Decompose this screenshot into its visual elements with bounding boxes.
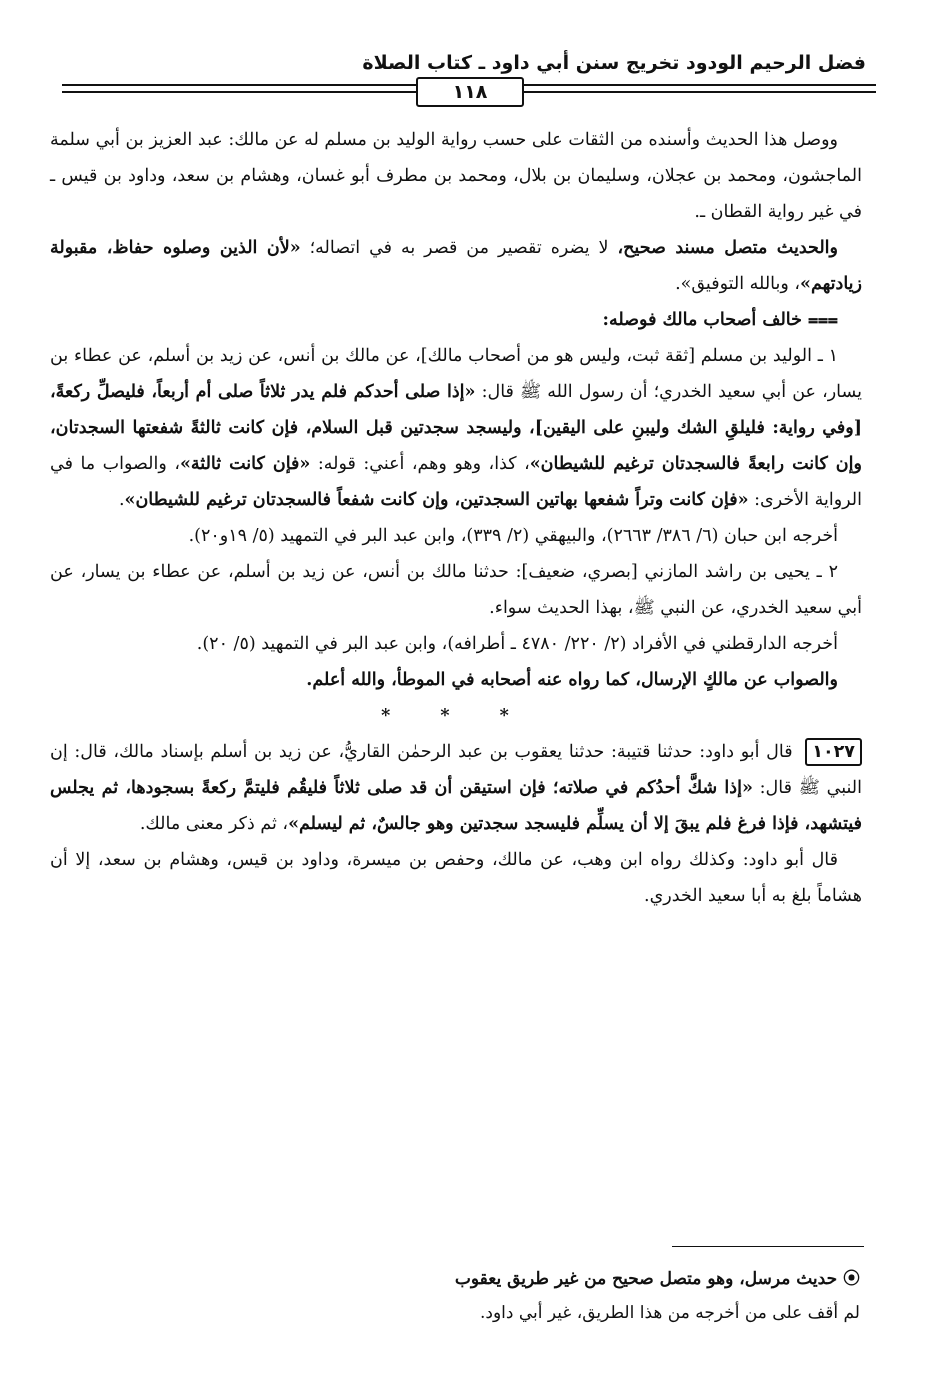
paragraph: والصواب عن مالكٍ الإرسال، كما رواه عنه أصحابه في الموطأ، والله أعلم. — [306, 670, 838, 690]
paragraph: أخرجه الدارقطني في الأفراد (٢/ ٢٢٠/ ٤٧٨٠ ـ أطرافه)، وابن عبد البر في التمهيد (٥/ ٢٠). — [196, 634, 838, 654]
hadith-number: ١٠٢٧ — [805, 738, 862, 766]
paragraph: والحديث متصل مسند صحيح، لا يضره تقصير من قصر به في اتصاله؛ «لأن الذين وصلوه حفاظ، مقبولة زيادتهم»، وبالله التوفيق». — [50, 238, 862, 294]
footnote-text: لم أقف على من أخرجه من هذا الطريق، غير أبي داود. — [480, 1303, 860, 1323]
footnote-heading: ⦿ حديث مرسل، وهو متصل صحيح من غير طريق يعقوب — [454, 1269, 860, 1289]
page-number: ١١٨ — [416, 77, 524, 107]
paragraph: ١٠٢٧ قال أبو داود: حدثنا قتيبة: حدثنا يعقوب بن عبد الرحمٰن القاريُّ، عن زيد بن أسلم بإسناد مالك، قال: إن النبي ﷺ قال: «إذا شكَّ أحدُكم في صلاته؛ فإن استيقن أن قد صلى ثلاثاً فليقُم فليتمَّ ركعةً بسجودها، ثم يجلس فيتشهد، فإذا فرغ فلم يبقَ إلا أن يسلِّم فليسجد سجدتين وهو جالسٌ، ثم ليسلم»، ثم ذكر معنى مالك. — [50, 734, 862, 842]
paragraph: أخرجه ابن حبان (٦/ ٣٨٦/ ٢٦٦٣)، والبيهقي (٢/ ٣٣٩)، وابن عبد البر في التمهيد (٥/ ١٩و٢٠). — [188, 526, 838, 546]
paragraph: ١ ـ الوليد بن مسلم [ثقة ثبت، وليس هو من أصحاب مالك]، عن مالك بن أنس، عن زيد بن أسلم، عن عطاء بن يسار، عن أبي سعيد الخدري؛ أن رسول الله ﷺ قال: «إذا صلى أحدكم فلم يدر ثلاثاً صلى أم أربعاً، فليصلِّ ركعةً، [وفي رواية: فليلقِ الشك وليبنِ على اليقين]، وليسجد سجدتين قبل السلام، فإن كانت ثالثةً شفعتها السجدتان، وإن كانت رابعةً فالسجدتان ترغيم للشيطان»، كذا، وهو وهم، أعني: قوله: «فإن كانت ثالثة»، والصواب ما في الرواية الأخرى: «فإن كانت وتراً شفعها بهاتين السجدتين، وإن كانت شفعاً فالسجدتان ترغيم للشيطان». — [50, 346, 862, 510]
footnote — [300, 1262, 860, 1330]
paragraph: قال أبو داود: وكذلك رواه ابن وهب، عن مالك، وحفص بن ميسرة، وداود بن قيس، وهشام بن سعد، إلا أن هشاماً بلغ به أبا سعيد الخدري. — [50, 850, 862, 906]
section-separator: * * * — [381, 706, 531, 726]
paragraph: ووصل هذا الحديث وأسنده من الثقات على حسب رواية الوليد بن مسلم له عن مالك: عبد العزيز بن أبي سلمة الماجشون، ومحمد بن عجلان، وسليمان بن بلال، ومحمد بن مطرف أبو غسان، وهشام بن سعد، وداود بن قيس ـ في غير رواية القطان ـ. — [50, 130, 862, 222]
main-text — [50, 122, 862, 914]
section-heading: ⩶ خالف أصحاب مالك فوصله: — [602, 310, 838, 330]
footnote-rule — [672, 1246, 864, 1247]
paragraph: ٢ ـ يحيى بن راشد المازني [بصري، ضعيف]: حدثنا مالك بن أنس، عن زيد بن أسلم، عن عطاء بن يسار، عن أبي سعيد الخدري، عن النبي ﷺ، بهذا الحديث سواء. — [50, 562, 862, 618]
running-header: فضل الرحيم الودود تخريج سنن أبي داود ـ كتاب الصلاة — [362, 52, 866, 74]
